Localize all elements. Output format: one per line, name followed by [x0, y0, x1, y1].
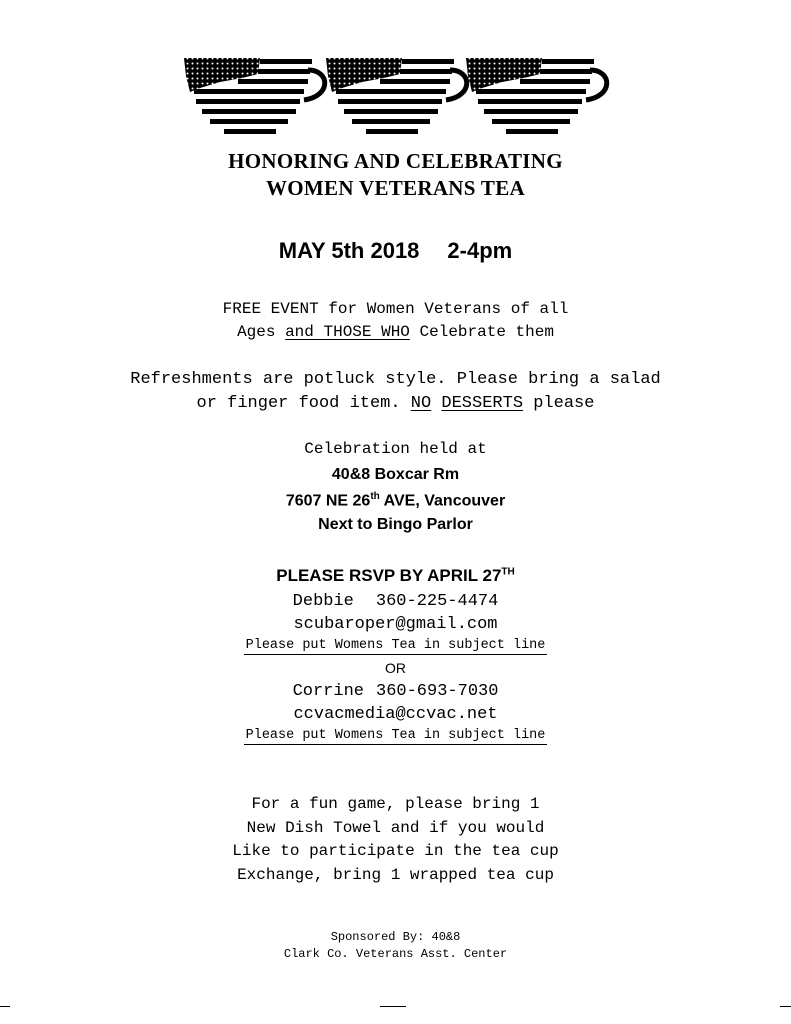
- teacup-3: [466, 58, 607, 134]
- invite-text: Ages: [237, 323, 286, 341]
- contact-2-email[interactable]: ccvacmedia@ccvac.net: [293, 705, 498, 724]
- title-line-1: HONORING AND CELEBRATING: [228, 149, 563, 173]
- contact-2: [0, 682, 791, 701]
- contact-2-name: Corrine: [292, 682, 364, 701]
- invite-underlined: and THOSE WHO: [285, 323, 410, 341]
- refreshments-space: [431, 394, 441, 413]
- or-separator: OR: [385, 660, 406, 676]
- event-date: MAY 5th 2018: [278, 238, 420, 263]
- refreshments-text-end: please: [523, 394, 595, 413]
- rsvp-title-sup: TH: [501, 566, 515, 578]
- invite-line-2: [0, 323, 791, 341]
- subject-note-1: Please put Womens Tea in subject line: [245, 638, 546, 653]
- flag-teacups-graphic: [180, 56, 620, 138]
- rsvp-title: [0, 566, 791, 586]
- invite-text-end: Celebrate them: [409, 323, 554, 341]
- scan-speck: [0, 1006, 10, 1007]
- subject-note-2-wrap: [0, 728, 791, 745]
- game-line-1: For a fun game, please bring 1: [251, 795, 540, 813]
- sponsor-line-1: Sponsored By: 40&8: [330, 930, 461, 944]
- venue-address: [0, 491, 791, 510]
- game-line-4: Exchange, bring 1 wrapped tea cup: [237, 866, 554, 884]
- invite-line-1: FREE EVENT for Women Veterans of all: [222, 300, 569, 318]
- game-line-2: New Dish Towel and if you would: [246, 819, 545, 837]
- desserts-underlined: DESSERTS: [441, 394, 524, 413]
- contact-1-email[interactable]: scubaroper@gmail.com: [293, 615, 498, 634]
- venue-name: 40&8 Boxcar Rm: [331, 466, 460, 483]
- subject-note-2: Please put Womens Tea in subject line: [245, 728, 546, 743]
- no-underlined: NO: [410, 394, 432, 413]
- teacup-1: [184, 58, 325, 134]
- title-line-2: WOMEN VETERANS TEA: [265, 176, 525, 200]
- refreshments-text: or finger food item.: [196, 394, 411, 413]
- refreshments-line-2: [0, 394, 791, 413]
- contact-1-name: Debbie: [292, 592, 354, 611]
- venue-intro: Celebration held at: [304, 440, 487, 458]
- event-date-line: [0, 238, 791, 264]
- game-line-3: Like to participate in the tea cup: [232, 842, 559, 860]
- venue-note: Next to Bingo Parlor: [318, 516, 473, 533]
- rsvp-title-text: PLEASE RSVP BY APRIL 27: [276, 566, 502, 585]
- teacup-2: [326, 58, 467, 134]
- event-time: 2-4pm: [447, 238, 513, 263]
- address-sup: th: [370, 491, 380, 502]
- contact-1: [0, 592, 791, 611]
- sponsor-line-2: Clark Co. Veterans Asst. Center: [283, 947, 508, 961]
- scan-speck: [780, 1006, 791, 1007]
- address-street: 7607 NE 26: [285, 492, 371, 510]
- contact-1-phone: 360-225-4474: [375, 592, 499, 611]
- subject-note-1-wrap: [0, 638, 791, 655]
- refreshments-line-1: Refreshments are potluck style. Please bring a salad: [130, 370, 661, 389]
- contact-2-phone: 360-693-7030: [376, 682, 499, 701]
- address-city: AVE, Vancouver: [379, 492, 506, 510]
- scan-speck: [380, 1006, 406, 1007]
